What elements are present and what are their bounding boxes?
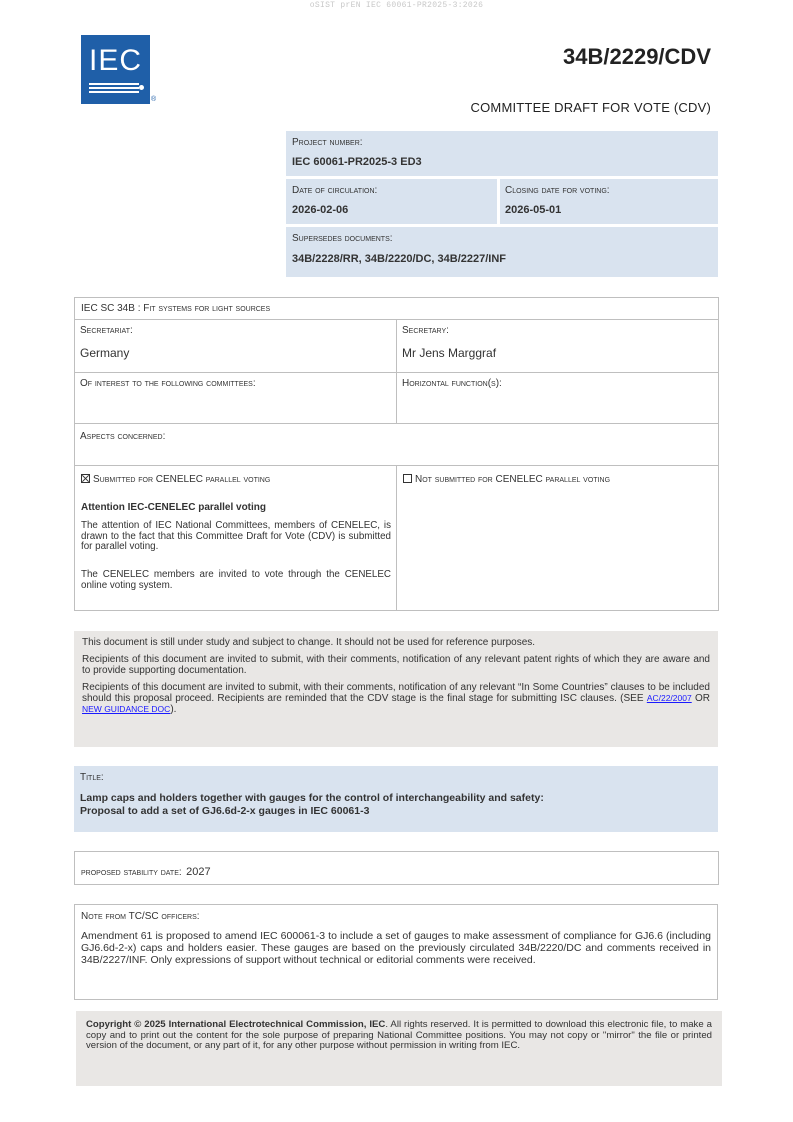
attention-text-2: The CENELEC members are invited to vote through the CENELEC online voting system. — [81, 569, 391, 591]
submitted-label: Submitted for CENELEC parallel voting — [93, 474, 271, 485]
copyright-notice — [76, 1011, 722, 1086]
stability-date-box — [74, 851, 719, 885]
horizontal-function-cell — [397, 373, 718, 424]
project-number-label: Project number: — [292, 137, 363, 148]
supersedes-label: Supersedes documents: — [292, 233, 393, 244]
notice-paragraph-1: This document is still under study and subject to change. It should not be used for reference purposes. — [82, 637, 536, 648]
title-line-2: Proposal to add a set of GJ6.6d-2-x gauges in IEC 60061-3 — [80, 805, 370, 817]
submitted-option[interactable] — [81, 474, 270, 485]
new-guidance-doc-link[interactable]: NEW GUIDANCE DOC — [82, 704, 171, 714]
not-submitted-option[interactable] — [403, 474, 610, 485]
title-line-1: Lamp caps and holders together with gauges for the control of interchangeability and safety: — [80, 792, 544, 804]
attention-title: Attention IEC-CENELEC parallel voting — [81, 502, 267, 513]
attention-text-1: The attention of IEC National Committees, members of CENELEC, is drawn to the fact that this Committee Draft for Vote (CDV) is submitted for parallel voting. — [81, 520, 391, 552]
closing-date-label: Closing date for voting: — [505, 185, 610, 196]
officers-note-box — [74, 904, 718, 1000]
circulation-date-block — [286, 179, 497, 224]
supersedes-block — [286, 227, 718, 277]
stability-date-value: 2027 — [186, 866, 211, 878]
committee-title: IEC SC 34B : Fit systems for light sources — [81, 303, 271, 314]
secretariat-label: Secretariat: — [80, 325, 133, 336]
interest-committees-label: Of interest to the following committees: — [80, 378, 256, 389]
circulation-date-label: Date of circulation: — [292, 185, 378, 196]
watermark: oSIST prEN IEC 60061-PR2025-3:2026 — [309, 1, 484, 10]
horizontal-function-label: Horizontal function(s): — [402, 378, 502, 389]
study-notice — [74, 631, 718, 747]
secretariat-value: Germany — [80, 346, 130, 360]
notice-end: ). — [170, 704, 177, 715]
or-text: OR — [695, 693, 711, 704]
title-label: Title: — [80, 772, 104, 783]
iec-logo — [81, 35, 150, 104]
document-type: COMMITTEE DRAFT FOR VOTE (CDV) — [470, 100, 711, 115]
secretary-label: Secretary: — [402, 325, 449, 336]
secretary-cell — [397, 320, 718, 373]
committee-title-row — [75, 298, 718, 320]
committee-table — [74, 297, 719, 611]
aspects-cell — [75, 424, 718, 466]
copyright-text: . All rights reserved. It is permitted to download this electronic file, to make a copy and to print out the content for the sole purpose of preparing National Committee positions. You may not copy or "mirror" the file or printed version of the document, or any part of it, for any other purpose without permission in writing from IEC. — [86, 1019, 712, 1052]
ac-22-2007-link[interactable]: AC/22/2007 — [646, 693, 692, 703]
supersedes-documents: 34B/2228/RR, 34B/2220/DC, 34B/2227/INF — [292, 253, 507, 265]
unchecked-checkbox-icon[interactable] — [403, 474, 412, 483]
see-text: SEE — [623, 693, 644, 704]
circulation-date: 2026-02-06 — [292, 204, 349, 216]
stability-date-label: proposed stability date: — [81, 867, 182, 878]
document-number: 34B/2229/CDV — [563, 44, 711, 69]
closing-date: 2026-05-01 — [505, 204, 562, 216]
closing-date-block — [500, 179, 718, 224]
project-number-block — [286, 131, 718, 176]
secretary-value: Mr Jens Marggraf — [402, 346, 497, 360]
officers-note-text: Amendment 61 is proposed to amend IEC 600061-3 to include a set of gauges to make assessment of compliance for GJ6.6 (including GJ6.6d-2-x) caps and holders easier. These gauges are based on the previously circulated 34B/2220/DC and comments received in 34B/2227/INF. Only expressions of support without technical or editorial comments were received. — [81, 930, 711, 966]
logo-text: IEC — [88, 44, 142, 77]
copyright-holder: Copyright © 2025 International Electrotechnical Commission, IEC — [86, 1019, 386, 1030]
interest-committees-cell — [75, 373, 397, 424]
not-submitted-label: Not submitted for CENELEC parallel voting — [415, 474, 611, 485]
title-block — [74, 766, 718, 832]
registered-mark: ® — [151, 96, 157, 103]
notice-paragraph-2: Recipients of this document are invited to submit, with their comments, notification of any relevant patent rights of which they are aware and to provide supporting documentation. — [82, 654, 710, 676]
checked-checkbox-icon[interactable] — [81, 474, 90, 483]
aspects-label: Aspects concerned: — [80, 431, 166, 442]
stability-date-row — [81, 862, 211, 880]
project-number: IEC 60061-PR2025-3 ED3 — [292, 156, 422, 168]
officers-note-label: Note from TC/SC officers: — [81, 911, 200, 922]
submitted-cell — [75, 466, 397, 610]
notice-paragraph-3-text: Recipients of this document are invited to submit, with their comments, notification of any relevant “In Some Countries” clauses to be included should this proposal proceed. Recipients are reminded that the CDV stage is the final stage for submitting ISC clauses. ( — [82, 682, 710, 704]
secretariat-cell — [75, 320, 397, 373]
not-submitted-cell — [397, 466, 718, 610]
notice-paragraph-3 — [82, 682, 710, 715]
